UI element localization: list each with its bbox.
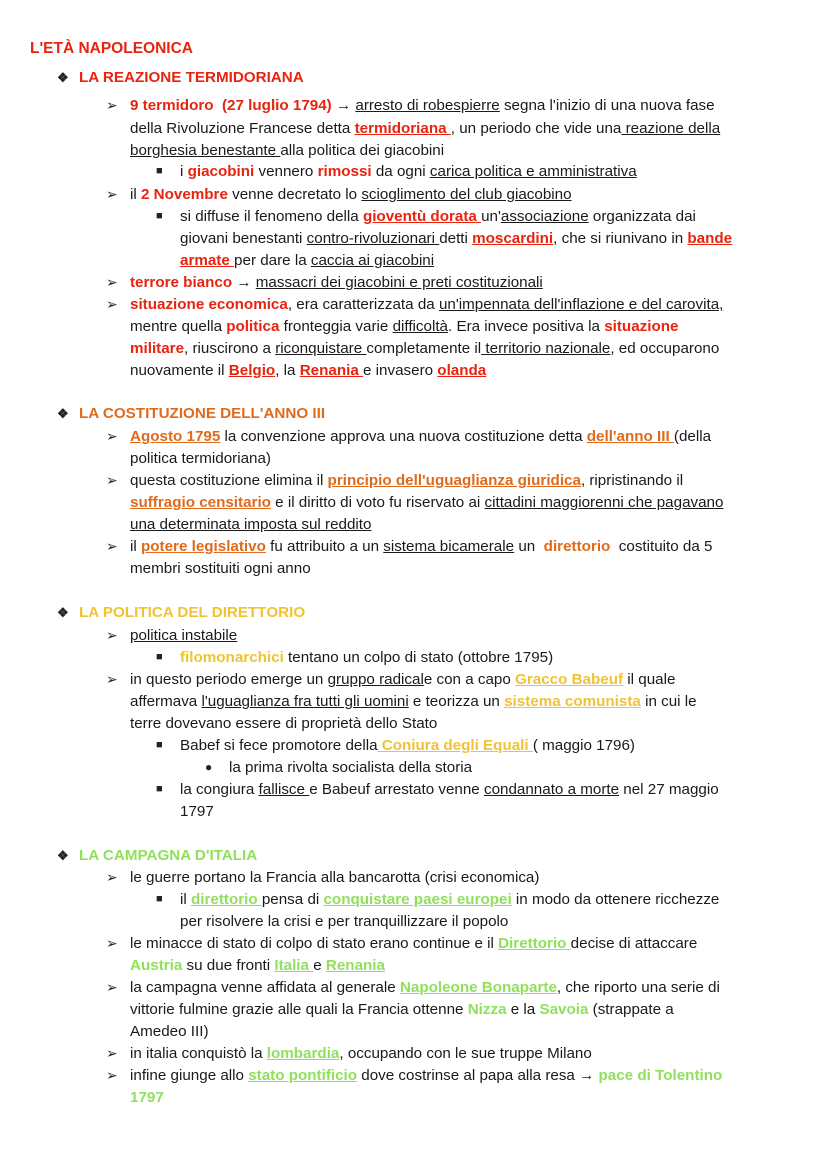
- arrow-bullet-icon: ➢: [106, 1045, 118, 1061]
- text-line: [130, 979, 720, 997]
- text-line: [130, 560, 311, 578]
- text-span: mentre quella: [130, 318, 227, 335]
- text-line: [180, 913, 508, 931]
- text-span: suffragio censitario: [130, 494, 271, 511]
- text-span: carica politica e amministrativa: [429, 163, 637, 180]
- text-span: condannato a morte: [483, 781, 620, 798]
- text-span: massacri dei giacobini e preti costituzionali: [255, 274, 543, 291]
- text-span: gruppo radical: [327, 671, 424, 688]
- text-span: Amedeo III): [130, 1023, 209, 1040]
- arrow-bullet-icon: ➢: [106, 671, 118, 687]
- text-span: , che riporto una serie di: [556, 979, 720, 996]
- arrow-bullet-icon: ➢: [106, 979, 118, 995]
- text-span: Gracco Babeuf: [515, 671, 624, 688]
- text-span: giovani benestanti: [180, 230, 307, 247]
- text-span: arresto di robespierre: [355, 97, 500, 114]
- text-span: filomonarchici: [180, 649, 284, 666]
- text-span: da ogni: [371, 163, 430, 180]
- text-span: vittorie fulmine grazie alle quali la Francia ottenne: [130, 1001, 468, 1018]
- text-span: Napoleone Bonaparte: [399, 979, 557, 996]
- text-line: [130, 538, 713, 556]
- text-line: [130, 186, 572, 204]
- text-line: [130, 1023, 209, 1041]
- section-heading-direttorio: ❖ LA POLITICA DEL DIRETTORIO: [57, 604, 306, 621]
- text-span: sistema comunista: [504, 693, 641, 710]
- text-span: giacobini: [187, 163, 255, 180]
- text-span: Belgio: [228, 362, 276, 379]
- text-span: , occupando con le sue truppe Milano: [339, 1045, 592, 1062]
- arrow-bullet-icon: ➢: [106, 186, 118, 202]
- text-span: Italia: [274, 957, 314, 974]
- text-line: [229, 759, 472, 777]
- text-span: bande: [687, 230, 733, 247]
- text-span: armate: [180, 252, 235, 269]
- arrow-bullet-icon: ➢: [106, 428, 118, 444]
- arrow-bullet-icon: ➢: [106, 274, 118, 290]
- text-span: per dare la: [234, 252, 311, 269]
- text-span: lombardia: [266, 1045, 340, 1062]
- text-span: un': [481, 208, 501, 225]
- text-span: Austria: [130, 957, 183, 974]
- text-line: [130, 494, 723, 512]
- text-span: difficoltà: [392, 318, 449, 335]
- text-span: associazione: [500, 208, 589, 225]
- text-span: la congiura: [180, 781, 259, 798]
- arrow-bullet-icon: ➢: [106, 97, 118, 113]
- text-span: la prima rivolta socialista della storia: [229, 759, 473, 776]
- text-line: [130, 318, 678, 336]
- text-span: conquistare paesi europei: [323, 891, 512, 908]
- text-span: sistema bicamerale: [383, 538, 515, 555]
- text-line: [180, 208, 696, 226]
- text-span: rimossi: [317, 163, 372, 180]
- text-line: [180, 781, 719, 799]
- text-span: della Rivoluzione Francese detta: [130, 120, 355, 137]
- text-line: [130, 274, 543, 292]
- text-line: [130, 693, 697, 711]
- text-span: direttorio: [543, 538, 611, 555]
- text-line: [180, 230, 732, 248]
- text-span: , riuscirono a: [184, 340, 276, 357]
- text-span: le minacce di stato di colpo di stato erano continue e il: [130, 935, 499, 952]
- text-line: [180, 649, 553, 667]
- text-span: (strappate a: [588, 1001, 674, 1018]
- square-bullet-icon: ■: [156, 783, 163, 795]
- text-span: politica instabile: [130, 627, 238, 644]
- text-span: , che si riunivano in: [553, 230, 688, 247]
- text-span: principio dell'uguaglianza giuridica: [327, 472, 581, 489]
- text-span: stato pontificio: [248, 1067, 358, 1084]
- text-line: [130, 1089, 164, 1107]
- arrow-bullet-icon: ➢: [106, 1067, 118, 1083]
- text-line: [130, 362, 486, 380]
- text-span: →: [331, 97, 356, 114]
- text-span: fallisce: [258, 781, 310, 798]
- text-span: su due fronti: [182, 957, 275, 974]
- text-span: Renania: [325, 957, 385, 974]
- arrow-bullet-icon: ➢: [106, 627, 118, 643]
- text-line: [130, 340, 719, 358]
- text-line: [130, 1045, 592, 1063]
- text-span: e teorizza un: [408, 693, 505, 710]
- text-span: costituito da 5: [614, 538, 713, 555]
- text-span: in italia conquistò la: [130, 1045, 267, 1062]
- text-span: , era caratterizzata da: [287, 296, 439, 313]
- text-span: si diffuse il fenomeno della: [180, 208, 363, 225]
- text-span: Agosto 1795: [130, 428, 221, 445]
- text-span: il: [130, 186, 141, 203]
- diamond-bullet-icon: ❖: [57, 847, 69, 863]
- dot-bullet-icon: ●: [205, 760, 213, 774]
- text-span: un'impennata dell'inflazione e del carovita,: [438, 296, 724, 313]
- text-span: caccia ai giacobini: [310, 252, 435, 269]
- text-line: [180, 163, 637, 181]
- text-line: [130, 671, 675, 689]
- text-span: , ripristinando il: [580, 472, 684, 489]
- arrow-bullet-icon: ➢: [106, 296, 118, 312]
- text-span: e il diritto di voto fu riservato ai: [270, 494, 485, 511]
- text-span: nuovamente il: [130, 362, 229, 379]
- text-span: venne decretato lo: [227, 186, 362, 203]
- text-span: Direttorio: [498, 935, 571, 952]
- text-span: direttorio: [190, 891, 262, 908]
- text-span: pensa di: [261, 891, 324, 908]
- text-line: [180, 737, 635, 755]
- text-line: [130, 120, 720, 138]
- square-bullet-icon: ■: [156, 651, 163, 663]
- text-span: Babef si fece promotore della: [180, 737, 378, 754]
- text-span: in modo da ottenere ricchezze: [511, 891, 720, 908]
- text-span: situazione: [604, 318, 679, 335]
- text-span: decise di attaccare: [570, 935, 698, 952]
- text-span: una determinata imposta sul reddito: [130, 516, 372, 533]
- square-bullet-icon: ■: [156, 893, 163, 905]
- text-line: [130, 1001, 674, 1019]
- arrow-bullet-icon: ➢: [106, 869, 118, 885]
- text-span: (della: [673, 428, 712, 445]
- section-heading-costituzione: ❖ LA COSTITUZIONE DELL'ANNO III: [57, 405, 326, 422]
- text-line: [130, 1067, 722, 1085]
- text-span: moscardini: [472, 230, 554, 247]
- text-line: [130, 516, 371, 534]
- text-span: e invasero: [363, 362, 438, 379]
- text-span: segna l'inizio di una nuova fase: [499, 97, 715, 114]
- text-span: riconquistare: [275, 340, 367, 357]
- text-span: situazione economica: [130, 296, 288, 313]
- text-line: [180, 891, 719, 909]
- text-span: scioglimento del club giacobino: [361, 186, 572, 203]
- text-span: Coniura degli Equali: [377, 737, 533, 754]
- text-span: per risolvere la crisi e per tranquillizzare il popolo: [180, 913, 509, 930]
- text-span: e la: [506, 1001, 540, 1018]
- text-span: l'uguaglianza fra tutti gli uomini: [201, 693, 409, 710]
- text-span: la convenzione approva una nuova costituzione detta: [220, 428, 587, 445]
- diamond-bullet-icon: ❖: [57, 604, 69, 620]
- text-span: territorio nazionale: [481, 340, 611, 357]
- text-span: il: [180, 891, 191, 908]
- text-span: un: [514, 538, 540, 555]
- text-line: [130, 935, 697, 953]
- text-span: (27 luglio 1794): [222, 97, 332, 114]
- text-span: infine giunge allo: [130, 1067, 249, 1084]
- arrow-bullet-icon: ➢: [106, 935, 118, 951]
- text-span: affermava: [130, 693, 202, 710]
- text-span: cittadini maggiorenni che pagavano: [484, 494, 724, 511]
- text-span: in questo periodo emerge un: [130, 671, 328, 688]
- text-span: →: [232, 274, 256, 291]
- text-span: reazione della: [621, 120, 721, 137]
- text-span: il quale: [623, 671, 676, 688]
- text-span: , ed occuparono: [610, 340, 720, 357]
- text-line: [130, 428, 711, 446]
- text-span: vennero: [254, 163, 318, 180]
- square-bullet-icon: ■: [156, 210, 163, 222]
- text-span: contro-rivoluzionari: [306, 230, 440, 247]
- text-span: militare: [130, 340, 185, 357]
- text-span: Renania: [299, 362, 363, 379]
- text-span: fu attribuito a un: [265, 538, 384, 555]
- document-title: L'ETÀ NAPOLEONICA: [30, 40, 193, 57]
- text-span: detti: [439, 230, 473, 247]
- text-line: [130, 142, 444, 160]
- text-span: dell'anno III: [586, 428, 674, 445]
- text-span: pace di Tolentino: [598, 1067, 723, 1084]
- text-span: 9 termidoro: [130, 97, 214, 114]
- text-span: i: [180, 163, 188, 180]
- diamond-bullet-icon: ❖: [57, 69, 69, 85]
- text-span: tentano un colpo di stato (ottobre 1795): [283, 649, 554, 666]
- square-bullet-icon: ■: [156, 165, 163, 177]
- text-line: [180, 803, 214, 821]
- text-span: e Babeuf arrestato venne: [309, 781, 484, 798]
- text-span: terrore bianco: [130, 274, 233, 291]
- diamond-bullet-icon: ❖: [57, 405, 69, 421]
- text-line: [130, 869, 539, 887]
- section-heading-campagna: ❖ LA CAMPAGNA D'ITALIA: [57, 847, 258, 864]
- text-span: in cui le: [640, 693, 697, 710]
- text-span: Savoia: [539, 1001, 589, 1018]
- text-span: potere legislativo: [140, 538, 266, 555]
- text-line: [130, 296, 723, 314]
- text-span: politica termidoriana): [130, 450, 271, 467]
- text-span: fronteggia varie: [279, 318, 393, 335]
- text-span: 1797: [180, 803, 214, 820]
- text-span: Nizza: [467, 1001, 507, 1018]
- text-span: borghesia benestante: [130, 142, 281, 159]
- text-span: completamente il: [366, 340, 482, 357]
- text-span: e con a capo: [423, 671, 516, 688]
- text-span: membri sostituiti ogni anno: [130, 560, 311, 577]
- arrow-bullet-icon: ➢: [106, 472, 118, 488]
- text-span: ( maggio 1796): [532, 737, 635, 754]
- text-span: la campagna venne affidata al generale: [130, 979, 400, 996]
- text-span: terre dovevano essere di proprietà dello Stato: [130, 715, 438, 732]
- text-span: dove costrinse al papa alla resa →: [357, 1067, 599, 1084]
- text-span: olanda: [437, 362, 487, 379]
- text-line: [130, 715, 437, 733]
- text-span: e: [313, 957, 326, 974]
- text-line: [130, 450, 271, 468]
- text-line: [180, 252, 434, 270]
- text-line: [130, 97, 715, 115]
- text-line: [130, 957, 385, 975]
- arrow-bullet-icon: ➢: [106, 538, 118, 554]
- text-line: [130, 472, 683, 490]
- section-heading-reazione: ❖ LA REAZIONE TERMIDORIANA: [57, 69, 304, 86]
- text-span: politica: [226, 318, 280, 335]
- text-span: , un periodo che vide una: [450, 120, 622, 137]
- text-span: alla politica dei giacobini: [280, 142, 445, 159]
- text-span: nel 27 maggio: [619, 781, 719, 798]
- text-span: termidoriana: [354, 120, 451, 137]
- text-span: 1797: [130, 1089, 164, 1106]
- text-line: [130, 627, 237, 645]
- text-span: 2 Novembre: [140, 186, 228, 203]
- text-span: le guerre portano la Francia alla bancarotta (crisi economica): [130, 869, 540, 886]
- text-span: , la: [275, 362, 300, 379]
- square-bullet-icon: ■: [156, 739, 163, 751]
- text-span: . Era invece positiva la: [448, 318, 605, 335]
- text-span: questa costituzione elimina il: [130, 472, 328, 489]
- text-span: il: [130, 538, 141, 555]
- text-span: gioventù dorata: [362, 208, 482, 225]
- text-span: organizzata dai: [588, 208, 696, 225]
